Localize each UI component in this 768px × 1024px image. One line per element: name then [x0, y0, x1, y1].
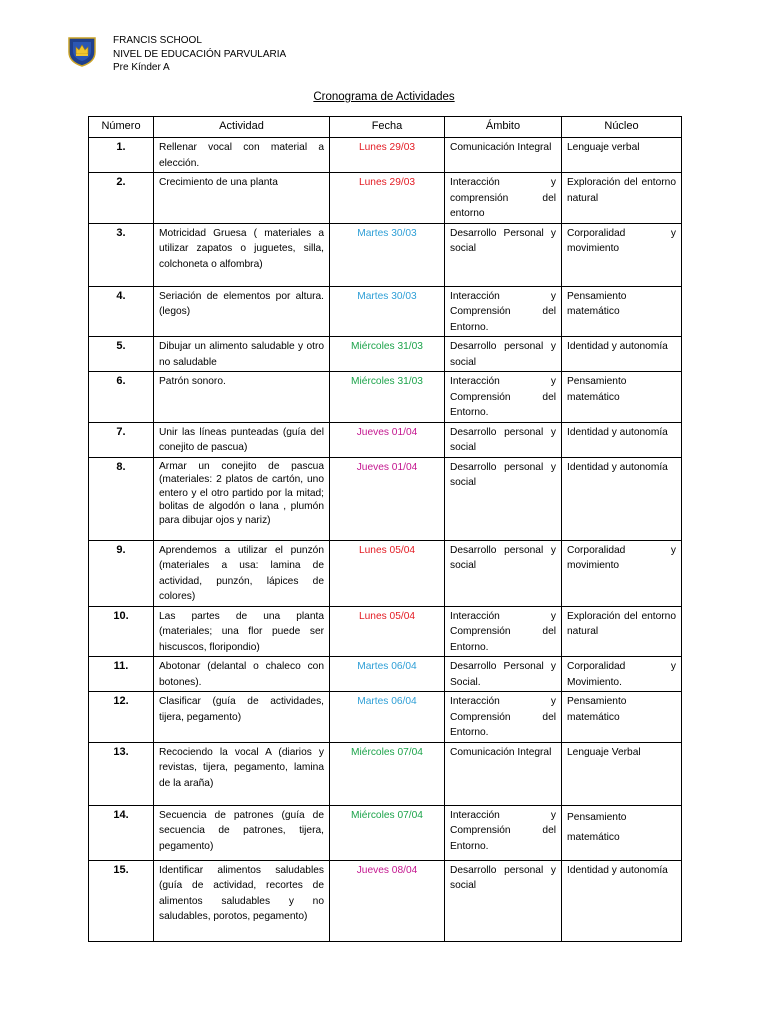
school-info — [113, 34, 286, 75]
table-row — [89, 337, 682, 372]
column-header-nucleo: Núcleo — [562, 117, 682, 138]
ambito-cell: Interacción y Comprensión del Entorno. — [445, 372, 562, 423]
column-header-ambito: Ámbito — [445, 117, 562, 138]
activity-cell: Identificar alimentos saludables (guía de actividad, recortes de alimentos saludables y no saludables, porotos, pegamento) — [154, 860, 330, 941]
nucleo-cell: Exploración del entorno natural — [562, 606, 682, 657]
ambito-cell: Interacción y comprensión del entorno — [445, 173, 562, 224]
nucleo-cell: Pensamiento matemático — [562, 372, 682, 423]
nucleo-cell: Lenguaje verbal — [562, 138, 682, 173]
school-name: FRANCIS SCHOOL — [113, 35, 202, 46]
nucleo-cell: Pensamiento matemático — [562, 805, 682, 860]
date-cell: Lunes 29/03 — [330, 173, 445, 224]
ambito-cell: Interacción y Comprensión del Entorno. — [445, 692, 562, 743]
table-row — [89, 223, 682, 286]
nucleo-cell: Corporalidad y movimiento — [562, 540, 682, 606]
activity-cell: Rellenar vocal con material a elección. — [154, 138, 330, 173]
date-cell: Jueves 01/04 — [330, 457, 445, 540]
date-cell: Miércoles 31/03 — [330, 372, 445, 423]
column-header-actividad: Actividad — [154, 117, 330, 138]
document-title: Cronograma de Actividades — [313, 91, 455, 103]
ambito-cell: Desarrollo personal y social — [445, 860, 562, 941]
ambito-cell: Desarrollo Personal y social — [445, 223, 562, 286]
activity-schedule-table — [88, 116, 682, 942]
activity-cell: Patrón sonoro. — [154, 372, 330, 423]
table-row — [89, 372, 682, 423]
page-header — [66, 34, 286, 75]
nucleo-cell: Lenguaje Verbal — [562, 742, 682, 805]
ambito-cell: Comunicación Integral — [445, 138, 562, 173]
row-number: 11. — [89, 657, 154, 692]
row-number: 4. — [89, 286, 154, 337]
row-number: 12. — [89, 692, 154, 743]
activity-cell: Secuencia de patrones (guía de secuencia de patrones, tijera, pegamento) — [154, 805, 330, 860]
row-number: 10. — [89, 606, 154, 657]
row-number: 6. — [89, 372, 154, 423]
table-row — [89, 540, 682, 606]
ambito-cell: Desarrollo Personal y Social. — [445, 657, 562, 692]
date-cell: Lunes 05/04 — [330, 540, 445, 606]
activity-cell: Seriación de elementos por altura. (legos) — [154, 286, 330, 337]
ambito-cell: Interacción y Comprensión del Entorno. — [445, 606, 562, 657]
nucleo-cell: Pensamiento matemático — [562, 286, 682, 337]
table-row — [89, 457, 682, 540]
date-cell: Miércoles 07/04 — [330, 742, 445, 805]
row-number: 7. — [89, 422, 154, 457]
date-cell: Lunes 05/04 — [330, 606, 445, 657]
row-number: 2. — [89, 173, 154, 224]
row-number: 5. — [89, 337, 154, 372]
table-row — [89, 422, 682, 457]
date-cell: Jueves 01/04 — [330, 422, 445, 457]
table-row — [89, 173, 682, 224]
ambito-cell: Desarrollo personal y social — [445, 337, 562, 372]
nucleo-cell: Identidad y autonomía — [562, 860, 682, 941]
ambito-cell: Interacción y Comprensión del Entorno. — [445, 286, 562, 337]
nucleo-cell: Exploración del entorno natural — [562, 173, 682, 224]
date-cell: Lunes 29/03 — [330, 138, 445, 173]
nucleo-cell: Pensamiento matemático — [562, 692, 682, 743]
column-header-numero: Número — [89, 117, 154, 138]
date-cell: Miércoles 31/03 — [330, 337, 445, 372]
ambito-cell: Desarrollo personal y social — [445, 422, 562, 457]
activity-cell: Crecimiento de una planta — [154, 173, 330, 224]
row-number: 15. — [89, 860, 154, 941]
date-cell: Martes 06/04 — [330, 657, 445, 692]
activity-cell: Abotonar (delantal o chaleco con botones). — [154, 657, 330, 692]
row-number: 13. — [89, 742, 154, 805]
column-header-fecha: Fecha — [330, 117, 445, 138]
date-cell: Martes 30/03 — [330, 286, 445, 337]
table-row — [89, 742, 682, 805]
activity-cell: Las partes de una planta (materiales; una flor puede ser hiscuscos, floripondio) — [154, 606, 330, 657]
table-row — [89, 805, 682, 860]
table-row — [89, 657, 682, 692]
ambito-cell: Interacción y Comprensión del Entorno. — [445, 805, 562, 860]
table-row — [89, 692, 682, 743]
ambito-cell: Desarrollo personal y social — [445, 540, 562, 606]
date-cell: Martes 30/03 — [330, 223, 445, 286]
activity-cell: Armar un conejito de pascua (materiales: 2 platos de cartón, uno entero y el otro partido por la mitad; bolitas de algodón o lana , plumón para dibujar ojos y nariz) — [154, 457, 330, 540]
row-number: 14. — [89, 805, 154, 860]
table-row — [89, 606, 682, 657]
nucleo-cell: Identidad y autonomía — [562, 457, 682, 540]
activity-cell: Unir las líneas punteadas (guía del conejito de pascua) — [154, 422, 330, 457]
date-cell: Martes 06/04 — [330, 692, 445, 743]
activity-cell: Aprendemos a utilizar el punzón (materiales a usa: lamina de actividad, punzón, lápices de colores) — [154, 540, 330, 606]
nucleo-cell: Corporalidad y Movimiento. — [562, 657, 682, 692]
nucleo-cell: Identidad y autonomía — [562, 337, 682, 372]
education-level: NIVEL DE EDUCACIÓN PARVULARIA — [113, 48, 287, 60]
activity-cell: Motricidad Gruesa ( materiales a utilizar zapatos o juguetes, silla, colchoneta o alfombra) — [154, 223, 330, 286]
row-number: 1. — [89, 138, 154, 173]
nucleo-cell: Corporalidad y movimiento — [562, 223, 682, 286]
activity-cell: Clasificar (guía de actividades, tijera, pegamento) — [154, 692, 330, 743]
row-number: 3. — [89, 223, 154, 286]
date-cell: Jueves 08/04 — [330, 860, 445, 941]
nucleo-cell: Identidad y autonomía — [562, 422, 682, 457]
course-name: Pre Kínder A — [113, 62, 170, 73]
table-header-row — [89, 117, 682, 138]
date-cell: Miércoles 07/04 — [330, 805, 445, 860]
table-row — [89, 138, 682, 173]
table-row — [89, 286, 682, 337]
ambito-cell: Comunicación Integral — [445, 742, 562, 805]
table-row — [89, 860, 682, 941]
ambito-cell: Desarrollo personal y social — [445, 457, 562, 540]
row-number: 9. — [89, 540, 154, 606]
activity-cell: Dibujar un alimento saludable y otro no saludable — [154, 337, 330, 372]
row-number: 8. — [89, 457, 154, 540]
school-crest-icon — [66, 35, 98, 67]
activity-cell: Recociendo la vocal A (diarios y revistas, tijera, pegamento, lamina de la araña) — [154, 742, 330, 805]
